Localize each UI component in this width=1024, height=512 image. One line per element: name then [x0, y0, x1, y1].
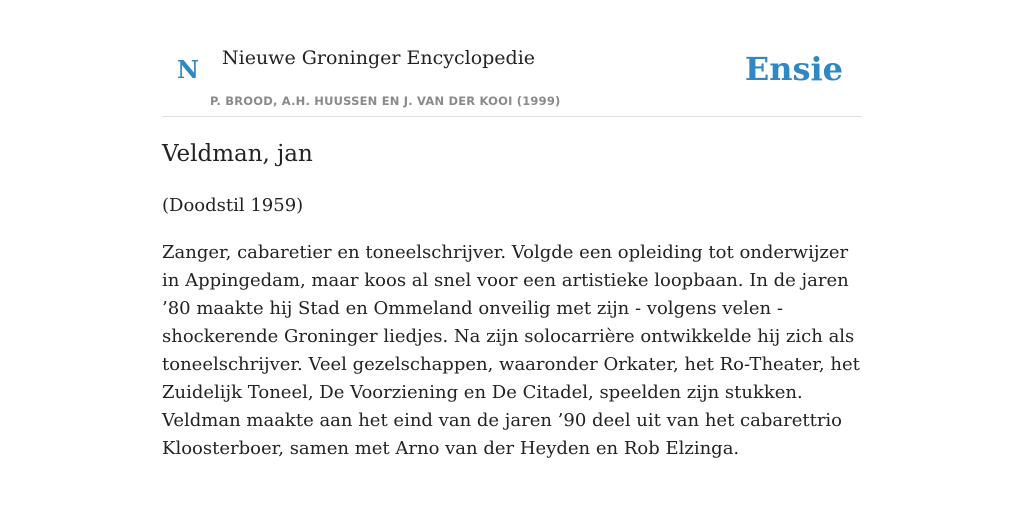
source-authors: P. BROOD, A.H. HUUSSEN EN J. VAN DER KOOI (1999)	[210, 94, 561, 108]
entry-subtitle: (Doodstil 1959)	[162, 195, 304, 216]
entry-title: Veldman, jan	[162, 141, 313, 167]
ensie-logo[interactable]: Ensie	[744, 50, 843, 88]
entry-body: Zanger, cabaretier en toneelschrijver. Volgde een opleiding tot onderwijzer in Appingedam, maar koos al snel voor een artistieke loopbaan. In de jaren ’80 maakte hij Stad en Ommeland onveilig met zijn - volgens velen - shockerende Groninger liedjes. Na zijn solocarrière ontwikkelde hij zich als toneelschrijver. Veel gezelschappen, waaronder Orkater, het Ro-Theater, het Zuidelijk Toneel, De Voorziening en De Citadel, speelden zijn stukken. Veldman maakte aan het eind van de jaren ’90 deel uit van het cabarettrio Kloosterboer, samen met Arno van der Heyden en Rob Elzinga.	[162, 242, 860, 459]
source-logo-icon: N	[177, 55, 199, 84]
source-header	[162, 0, 862, 117]
source-title[interactable]: Nieuwe Groninger Encyclopedie	[222, 47, 536, 69]
